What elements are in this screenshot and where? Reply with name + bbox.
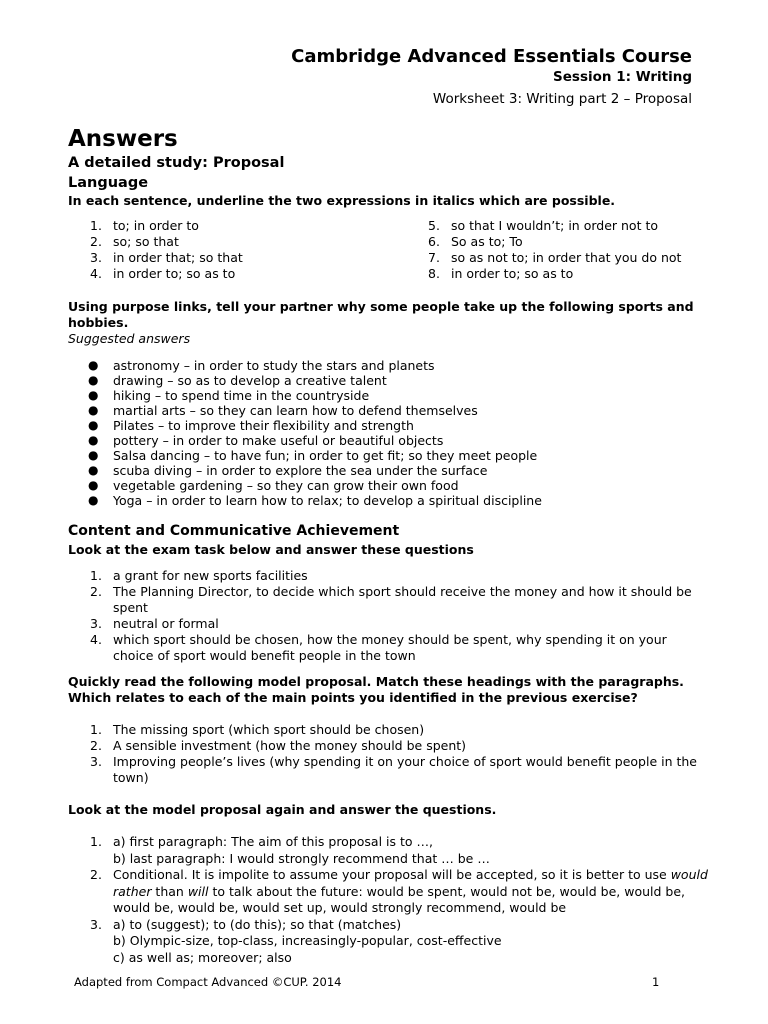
bullet-icon: ● (88, 388, 99, 402)
list-item: 2. so; so that (90, 234, 179, 249)
list-item: 8. in order to; so as to (428, 266, 574, 281)
bullet-icon: ● (88, 433, 99, 447)
list-item: 1. The missing sport (which sport should be chosen) (90, 722, 425, 737)
worksheet-title: Worksheet 3: Writing part 2 – Proposal (432, 91, 692, 107)
list-item: 2. A sensible investment (how the money should be spent) (90, 738, 467, 753)
list-item: ● martial arts – so they can learn how to defend themselves (88, 403, 478, 418)
bullet-icon: ● (88, 463, 99, 477)
list-item: ● astronomy – in order to study the stars and planets (88, 358, 435, 373)
purpose-answers-list (68, 358, 708, 508)
list-item: ● Pilates – to improve their flexibility and strength (88, 418, 414, 433)
again-answers-list (68, 834, 708, 966)
bullet-icon: ● (88, 493, 99, 507)
content-heading: Content and Communicative Achievement (68, 523, 400, 539)
bullet-icon: ● (88, 448, 99, 462)
list-item: 1. a) first paragraph: The aim of this proposal is to …, b) last paragraph: I would strongly recommend that … be … (90, 834, 490, 866)
language-answers-right (406, 218, 706, 282)
list-item: ● pottery – in order to make useful or beautiful objects (88, 433, 444, 448)
footer-source: Adapted from Compact Advanced ©CUP. 2014 (74, 975, 342, 989)
list-item: 3. Improving people’s lives (why spending it on your choice of sport would benefit people in the town) (90, 754, 697, 785)
model-instruction: Quickly read the following model proposal. Match these headings with the paragraphs. Which relates to each of the main points you identified in the previous exercise? (68, 674, 684, 705)
list-item: ● scuba diving – in order to explore the sea under the surface (88, 463, 488, 478)
model-answers-list (68, 722, 708, 786)
list-item: ● Salsa dancing – to have fun; in order to get fit; so they meet people (88, 448, 538, 463)
exam-answers-list (68, 568, 708, 664)
suggested-answers-label: Suggested answers (68, 331, 191, 346)
answers-heading: Answers (68, 126, 178, 152)
bullet-icon: ● (88, 373, 99, 387)
study-heading: A detailed study: Proposal (68, 155, 285, 171)
list-item: 4. in order to; so as to (90, 266, 236, 281)
language-answers-left (68, 218, 398, 282)
list-item: 2. The Planning Director, to decide which sport should receive the money and how it should be spent (90, 584, 692, 615)
list-item: ● Yoga – in order to learn how to relax; to develop a spiritual discipline (88, 493, 542, 508)
list-item: 3. a) to (suggest); to (do this); so that (matches) b) Olympic-size, top-class, increasingly-popular, cost-effective c) as well as; moreover; also (90, 916, 502, 965)
list-item: 3. in order that; so that (90, 250, 243, 265)
exam-instruction: Look at the exam task below and answer these questions (68, 542, 474, 557)
list-item: ● vegetable gardening – so they can grow their own food (88, 478, 459, 493)
list-item: 2. Conditional. It is impolite to assume your proposal will be accepted, so it is better to use would rather than will to talk about the future: would be spent, would not be, would be, would be, would be, would be, would set up, would strongly recommend, would be (90, 867, 708, 915)
bullet-icon: ● (88, 358, 99, 372)
session-title: Session 1: Writing (553, 69, 692, 85)
purpose-instruction: Using purpose links, tell your partner why some people take up the following sports and hobbies. (68, 299, 694, 330)
list-item: 4. which sport should be chosen, how the money should be spent, why spending it on your choice of sport would benefit people in the town (90, 632, 667, 663)
list-item: 1. to; in order to (90, 218, 199, 233)
page-number: 1 (652, 975, 660, 989)
list-item: 3. neutral or formal (90, 616, 219, 631)
language-heading: Language (68, 175, 149, 191)
list-item: 1. a grant for new sports facilities (90, 568, 308, 583)
language-instruction: In each sentence, underline the two expressions in italics which are possible. (68, 193, 616, 208)
list-item: 6. So as to; To (428, 234, 523, 249)
bullet-icon: ● (88, 478, 99, 492)
list-item: ● hiking – to spend time in the countryside (88, 388, 370, 403)
list-item: ● drawing – so as to develop a creative talent (88, 373, 387, 388)
list-item: 5. so that I wouldn’t; in order not to (428, 218, 659, 233)
course-title: Cambridge Advanced Essentials Course (291, 46, 692, 67)
again-instruction: Look at the model proposal again and answer the questions. (68, 802, 497, 817)
list-item: 7. so as not to; in order that you do not (428, 250, 682, 265)
bullet-icon: ● (88, 403, 99, 417)
bullet-icon: ● (88, 418, 99, 432)
